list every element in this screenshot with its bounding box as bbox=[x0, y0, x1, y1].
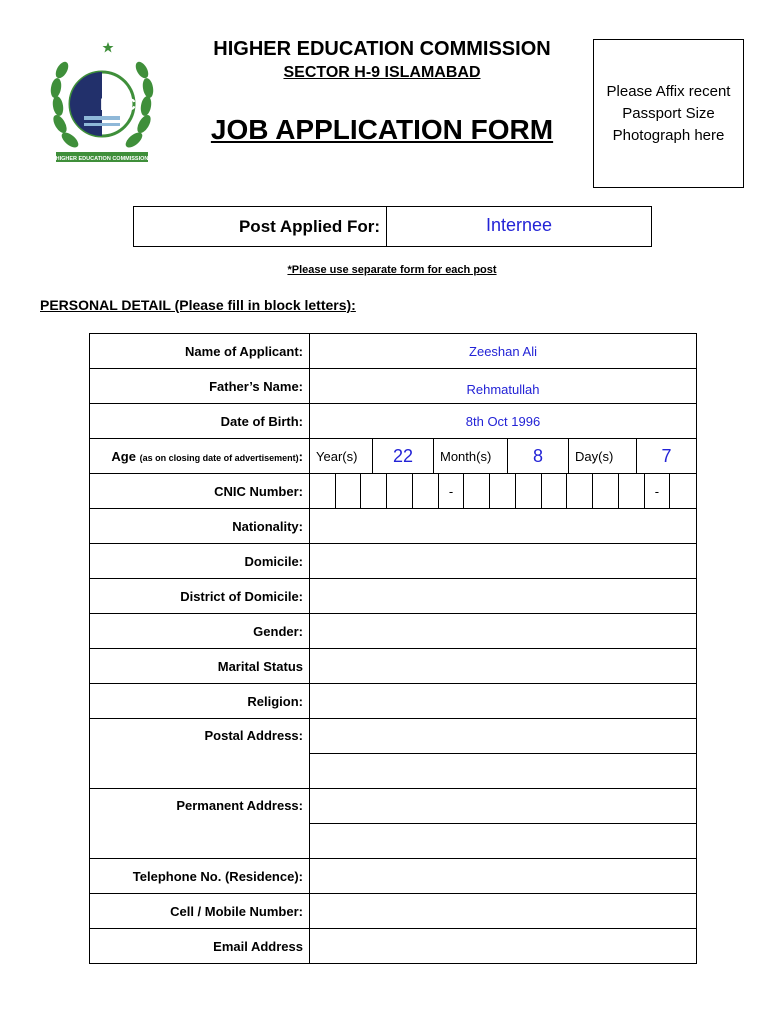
age-note: (as on closing date of advertisement) bbox=[139, 452, 299, 463]
hec-logo bbox=[44, 36, 160, 170]
organization-subtitle: SECTOR H-9 ISLAMABAD bbox=[283, 64, 481, 81]
table-row bbox=[90, 509, 697, 544]
religion-field[interactable] bbox=[310, 684, 697, 719]
age-colon: : bbox=[298, 448, 303, 464]
gender-label: Gender: bbox=[90, 614, 310, 649]
table-row bbox=[90, 929, 697, 964]
table-row bbox=[90, 334, 697, 369]
post-applied-label: Post Applied For: bbox=[134, 207, 387, 246]
months-label: Month(s) bbox=[440, 448, 492, 464]
permanent-address-line-2[interactable] bbox=[310, 824, 697, 859]
personal-detail-table bbox=[89, 333, 697, 964]
cnic-dash: - bbox=[645, 474, 671, 508]
photo-placeholder bbox=[593, 39, 744, 188]
svg-text:HEC: HEC bbox=[100, 95, 136, 114]
cell-number-label: Cell / Mobile Number: bbox=[90, 894, 310, 929]
cnic-digit-box[interactable] bbox=[387, 474, 413, 508]
age-cell bbox=[310, 439, 697, 474]
table-row bbox=[90, 614, 697, 649]
personal-detail-heading: PERSONAL DETAIL (Please fill in block letters): bbox=[40, 297, 356, 313]
postal-address-line-2[interactable] bbox=[310, 754, 697, 789]
cell-number-field[interactable] bbox=[310, 894, 697, 929]
permanent-address-label: Permanent Address: bbox=[90, 789, 310, 859]
name-field[interactable]: Zeeshan Ali bbox=[310, 334, 697, 369]
father-name-field[interactable]: Rehmatullah bbox=[310, 369, 697, 404]
table-row bbox=[90, 404, 697, 439]
domicile-label: Domicile: bbox=[90, 544, 310, 579]
cnic-digit-box[interactable] bbox=[413, 474, 439, 508]
cnic-digit-box[interactable] bbox=[670, 474, 696, 508]
domicile-field[interactable] bbox=[310, 544, 697, 579]
table-row bbox=[90, 579, 697, 614]
cnic-digit-box[interactable] bbox=[567, 474, 593, 508]
table-row bbox=[90, 894, 697, 929]
table-row bbox=[90, 474, 697, 509]
district-label: District of Domicile: bbox=[90, 579, 310, 614]
postal-address-line-1[interactable] bbox=[310, 719, 697, 754]
cnic-digit-box[interactable] bbox=[619, 474, 645, 508]
table-row bbox=[90, 369, 697, 404]
marital-status-label: Marital Status bbox=[90, 649, 310, 684]
email-label: Email Address bbox=[90, 929, 310, 964]
separate-form-note: *Please use separate form for each post bbox=[287, 264, 497, 276]
nationality-label: Nationality: bbox=[90, 509, 310, 544]
cnic-digit-box[interactable] bbox=[464, 474, 490, 508]
cnic-digit-box[interactable] bbox=[310, 474, 336, 508]
gender-field[interactable] bbox=[310, 614, 697, 649]
religion-label: Religion: bbox=[90, 684, 310, 719]
cnic-digit-box[interactable] bbox=[542, 474, 568, 508]
cnic-dash: - bbox=[439, 474, 465, 508]
table-row bbox=[90, 649, 697, 684]
cnic-cell-group bbox=[310, 474, 697, 509]
dob-field[interactable]: 8th Oct 1996 bbox=[310, 404, 697, 439]
table-row bbox=[90, 719, 697, 754]
hec-emblem-icon bbox=[44, 36, 160, 170]
post-applied-row bbox=[133, 206, 652, 247]
post-applied-field[interactable]: Internee bbox=[485, 215, 553, 235]
permanent-address-line-1[interactable] bbox=[310, 789, 697, 824]
years-field[interactable]: 22 bbox=[372, 439, 434, 473]
postal-address-label: Postal Address: bbox=[90, 719, 310, 789]
email-field[interactable] bbox=[310, 929, 697, 964]
table-row bbox=[90, 544, 697, 579]
dob-label: Date of Birth: bbox=[90, 404, 310, 439]
days-field[interactable]: 7 bbox=[636, 439, 696, 473]
telephone-label: Telephone No. (Residence): bbox=[90, 859, 310, 894]
age-label-cell bbox=[90, 439, 310, 474]
table-row bbox=[90, 439, 697, 474]
cnic-digit-box[interactable] bbox=[593, 474, 619, 508]
age-label: Age bbox=[111, 448, 136, 464]
days-label: Day(s) bbox=[575, 448, 614, 464]
form-title: JOB APPLICATION FORM bbox=[210, 114, 554, 145]
cnic-digit-box[interactable] bbox=[516, 474, 542, 508]
father-name-label: Father’s Name: bbox=[90, 369, 310, 404]
district-field[interactable] bbox=[310, 579, 697, 614]
svg-text:HIGHER EDUCATION COMMISSION: HIGHER EDUCATION COMMISSION bbox=[55, 156, 149, 162]
organization-title: HIGHER EDUCATION COMMISSION bbox=[213, 38, 551, 60]
nationality-field[interactable] bbox=[310, 509, 697, 544]
years-label: Year(s) bbox=[316, 448, 358, 464]
cnic-label: CNIC Number: bbox=[90, 474, 310, 509]
table-row bbox=[90, 859, 697, 894]
telephone-field[interactable] bbox=[310, 859, 697, 894]
table-row bbox=[90, 684, 697, 719]
table-row bbox=[90, 789, 697, 824]
months-field[interactable]: 8 bbox=[507, 439, 569, 473]
cnic-digit-box[interactable] bbox=[336, 474, 362, 508]
marital-status-field[interactable] bbox=[310, 649, 697, 684]
cnic-digit-box[interactable] bbox=[490, 474, 516, 508]
name-label: Name of Applicant: bbox=[90, 334, 310, 369]
cnic-digit-box[interactable] bbox=[361, 474, 387, 508]
photo-instruction: Please Affix recent Passport Size Photograph here bbox=[606, 82, 731, 144]
